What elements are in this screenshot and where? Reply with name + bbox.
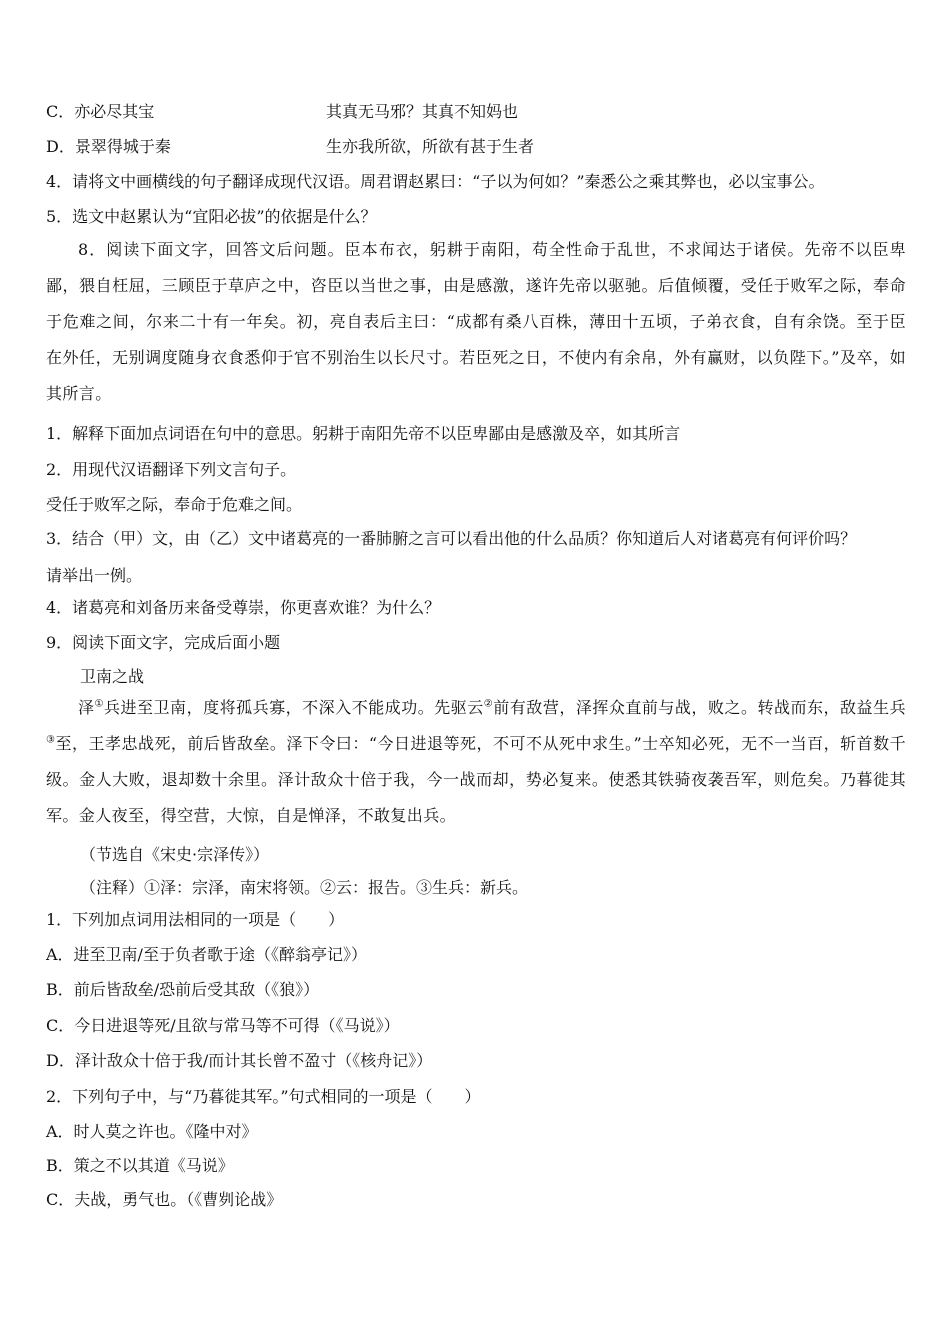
- q8-sub-3-cont: 请举出一例。: [46, 566, 143, 585]
- question-9-passage: [46, 690, 906, 834]
- q8-sub-2-sentence: 受任于败军之际，奉命于危难之间。: [46, 495, 303, 514]
- question-5: 5．选文中赵累认为“宜阳必拔”的依据是什么？: [46, 207, 377, 226]
- footnote-mark-2: ②: [483, 698, 494, 710]
- q9-sub-2-option-b: B．策之不以其道《马说》: [46, 1156, 234, 1175]
- q9-sub-1-option-c: C．今日进退等死/且欲与常马等不可得（《马说》）: [46, 1016, 400, 1035]
- q9-sub-1-option-b: B．前后皆敌垒/恐前后受其敌（《狼》）: [46, 980, 320, 999]
- passage-notes: （注释）①泽：宗泽，南宋将领。②云：报告。③生兵：新兵。: [80, 878, 529, 897]
- q9-sub-1-option-a: A．进至卫南/至于负者歌于途（《醉翁亭记》）: [46, 945, 367, 964]
- option-c-right: 其真无马邪？其真不知妈也: [326, 102, 519, 121]
- q8-sub-1: 1．解释下面加点词语在句中的意思。躬耕于南阳先帝不以臣卑鄙由是感激及卒，如其所言: [46, 424, 681, 443]
- q9-sub-2-option-c: C．夫战，勇气也。（《曹刿论战》: [46, 1190, 283, 1209]
- passage-title: 卫南之战: [80, 667, 145, 686]
- option-d-right: 生亦我所欲，所欲有甚于生者: [326, 137, 535, 156]
- question-8-passage: 8．阅读下面文字，回答文后问题。臣本布衣，躬耕于南阳，苟全性命于乱世，不求闻达于诸侯。先帝不以臣卑鄙，猥自枉屈，三顾臣于草庐之中，咨臣以当世之事，由是感激，遂许先帝以驱驰。后值倾覆，受任于败军之际，奉命于危难之间，尔来二十有一年矣。初，亮自表后主曰：“成都有桑八百株，薄田十五顷，子弟衣食，自有余饶。至于臣在外任，无别调度随身衣食悉仰于官不别治生以长尺寸。若臣死之日，不使内有余帛，外有赢财，以负陛下。”及卒，如其所言。: [46, 240, 906, 403]
- option-c-row: [46, 102, 906, 122]
- passage-part-3: 前有敌营，泽挥众直前与战，败之。转战而东，敌益生兵: [493, 698, 906, 717]
- option-d-row: [46, 137, 906, 157]
- passage-part-1: 泽: [78, 698, 95, 717]
- option-d-left: D．景翠得城于秦: [46, 137, 171, 156]
- q9-sub-2-option-a: A．时人莫之许也。《隆中对》: [46, 1122, 258, 1141]
- passage-part-4: 至，王孝忠战死，前后皆敌垒。泽下令曰：“今日进退等死，不可不从死中求生。”士卒知必死，无不一当百，斩首数千级。金人大败，退却数十余里。泽计敌众十倍于我，今一战而却，势必复来。使悉其铁骑夜袭吾军，则危矣。乃暮徙其军。金人夜至，得空营，大惊，自是惮泽，不敢复出兵。: [46, 734, 906, 825]
- q9-sub-1-option-d: D．泽计敌众十倍于我/而计其长曾不盈寸（《核舟记》）: [46, 1051, 433, 1070]
- footnote-mark-1: ①: [94, 698, 104, 710]
- q9-sub-2-stem: 2．下列句子中，与“乃暮徙其军。”句式相同的一项是（ ）: [46, 1087, 481, 1106]
- q8-sub-3: 3．结合（甲）文，由（乙）文中诸葛亮的一番肺腑之言可以看出他的什么品质？你知道后人对诸葛亮有何评价吗？: [46, 529, 857, 548]
- question-4: 4．请将文中画横线的句子翻译成现代汉语。周君谓赵累曰：“子以为何如？”秦悉公之乘其弊也，必以宝事公。: [46, 172, 825, 191]
- passage-part-2: 兵进至卫南，度将孤兵寡，不深入不能成功。先驱云: [104, 698, 484, 717]
- q9-sub-1-stem: 1．下列加点词用法相同的一项是（ ）: [46, 910, 345, 929]
- footnote-mark-3: ③: [46, 734, 56, 746]
- q8-sub-2: 2．用现代汉语翻译下列文言句子。: [46, 460, 297, 479]
- option-c-left: C．亦必尽其宝: [46, 102, 155, 121]
- passage-source: （节选自《宋史·宗泽传》）: [80, 845, 270, 864]
- question-9-heading: 9．阅读下面文字，完成后面小题: [46, 633, 281, 652]
- q8-sub-4: 4．诸葛亮和刘备历来备受尊崇，你更喜欢谁？为什么？: [46, 598, 441, 617]
